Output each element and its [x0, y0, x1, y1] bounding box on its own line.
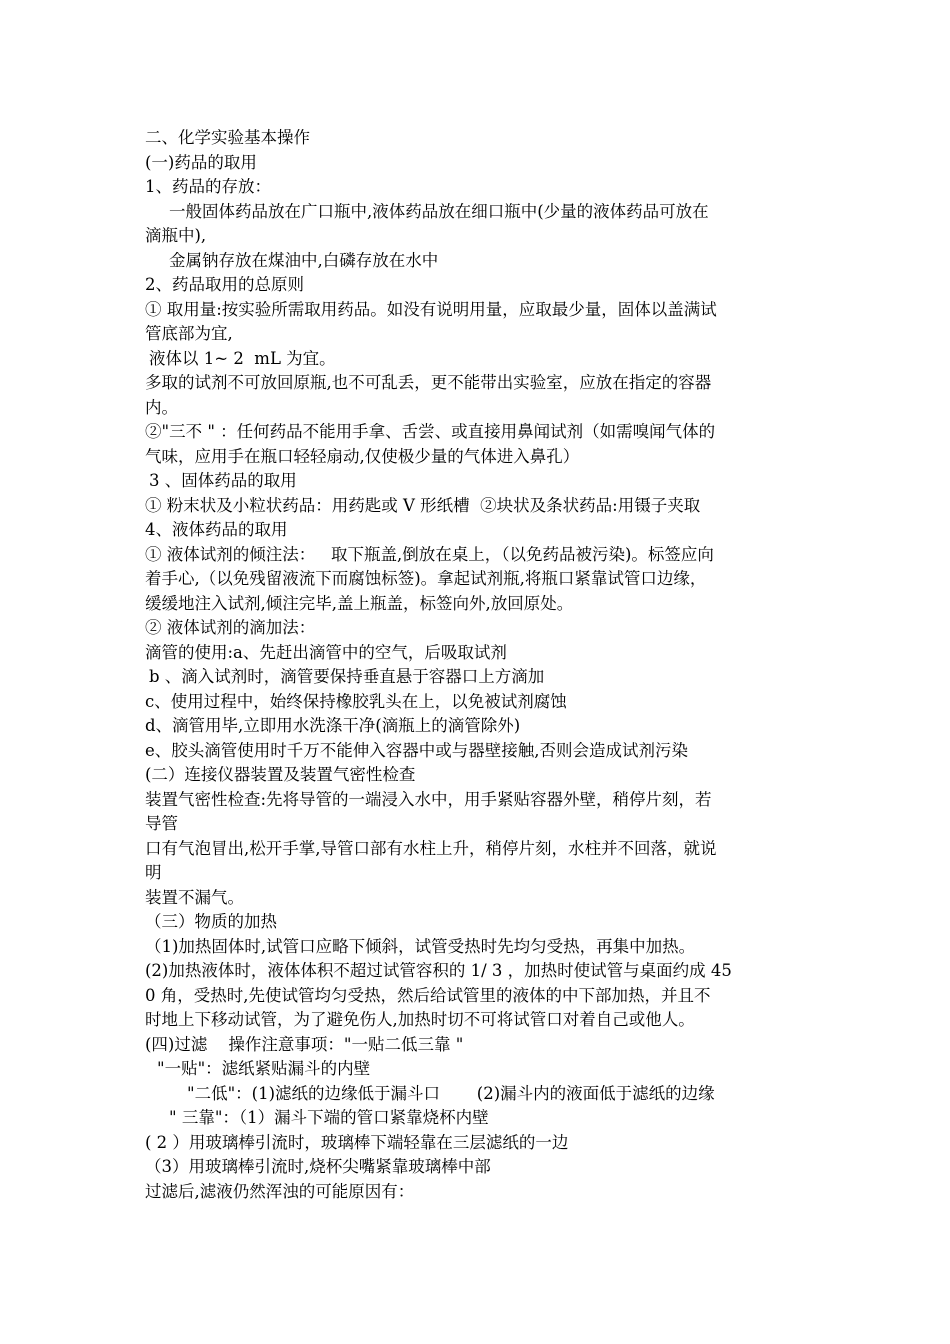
- text-line: 滴瓶中),: [145, 226, 207, 245]
- text-line: 导管: [145, 814, 178, 833]
- text-line: ① 液体试剂的倾注法： 取下瓶盖,倒放在桌上，（以免药品被污染)。标签应向: [145, 544, 714, 564]
- text-line: (2)加热液体时，液体体积不超过试管容积的 1/ 3 ，加热时使试管与桌面约成 45: [145, 961, 732, 980]
- text-line: 装置不漏气。: [145, 887, 244, 907]
- text-line: 气味，应用手在瓶口轻轻扇动,仅使极少量的气体进入鼻孔）: [145, 446, 580, 466]
- text-line: c、使用过程中，始终保持橡胶乳头在上，以免被试剂腐蚀: [145, 691, 567, 711]
- section-heading: 二、化学实验基本操作: [145, 128, 310, 147]
- text-line: 液体以 1~ 2 mL 为宜。: [149, 348, 336, 368]
- text-line: "二低"：(1)滤纸的边缘低于漏斗口 (2)漏斗内的液面低于滤纸的边缘: [187, 1083, 715, 1103]
- text-line: （3）用玻璃棒引流时,烧杯尖嘴紧靠玻璃棒中部: [145, 1157, 491, 1176]
- text-line: 0 角，受热时,先使试管均匀受热，然后给试管里的液体的中下部加热，并且不: [145, 985, 711, 1005]
- text-line: 金属钠存放在煤油中,白磷存放在水中: [169, 250, 439, 270]
- document-body: [145, 126, 815, 1204]
- text-line: e、胶头滴管使用时千万不能伸入容器中或与器壁接触,否则会造成试剂污染: [145, 740, 689, 760]
- text-line: 装置气密性检查:先将导管的一端浸入水中，用手紧贴容器外壁，稍停片刻，若: [145, 789, 712, 809]
- subsection-heading: (二）连接仪器装置及装置气密性检查: [145, 765, 416, 784]
- text-line: ① 取用量:按实验所需取用药品。如没有说明用量，应取最少量，固体以盖满试: [145, 299, 717, 319]
- text-line: 多取的试剂不可放回原瓶,也不可乱丢，更不能带出实验室，应放在指定的容器: [145, 373, 712, 392]
- text-line: ( 2 ）用玻璃棒引流时，玻璃棒下端轻靠在三层滤纸的一边: [145, 1132, 569, 1152]
- text-line: 一般固体药品放在广口瓶中,液体药品放在细口瓶中(少量的液体药品可放在: [169, 201, 709, 221]
- text-line: 滴管的使用:a、先赶出滴管中的空气，后吸取试剂: [145, 642, 507, 662]
- text-line: 内。: [145, 397, 178, 417]
- text-line: ②"三不 " ：任何药品不能用手拿、舌尝、或直接用鼻闻试剂（如需嗅闻气体的: [145, 422, 716, 441]
- item-heading: 2、药品取用的总原则: [145, 275, 304, 294]
- text-line: b 、滴入试剂时，滴管要保持垂直悬于容器口上方滴加: [149, 667, 545, 686]
- item-heading: 4、液体药品的取用: [145, 520, 288, 539]
- text-line: 明: [145, 863, 162, 882]
- text-line: 过滤后,滤液仍然浑浊的可能原因有：: [145, 1181, 415, 1201]
- text-line: d、滴管用毕,立即用水洗涤干净(滴瓶上的滴管除外): [145, 716, 521, 735]
- text-line: 口有气泡冒出,松开手掌,导管口部有水柱上升，稍停片刻，水柱并不回落，就说: [145, 838, 717, 858]
- text-line: 管底部为宜,: [145, 324, 233, 343]
- text-line: 着手心,（以免残留液流下而腐蚀标签)。拿起试剂瓶,将瓶口紧靠试管口边缘，: [145, 569, 707, 588]
- text-line: ② 液体试剂的滴加法：: [145, 618, 316, 637]
- text-line: ① 粉末状及小粒状药品：用药匙或 V 形纸槽 ②块状及条状药品:用镊子夹取: [145, 495, 701, 515]
- text-line: 时地上下移动试管，为了避免伤人,加热时切不可将试管口对着自己或他人。: [145, 1010, 695, 1029]
- item-heading: 1、药品的存放：: [145, 177, 271, 196]
- subsection-heading: (一)药品的取用: [145, 152, 257, 172]
- text-line: " 三靠"：（1）漏斗下端的管口紧靠烧杯内壁: [169, 1108, 489, 1127]
- subsection-heading: (四)过滤 操作注意事项："一贴二低三靠 ": [145, 1034, 464, 1054]
- item-heading: 3 、固体药品的取用: [149, 471, 297, 490]
- text-line: 缓缓地注入试剂,倾注完毕,盖上瓶盖，标签向外,放回原处。: [145, 593, 574, 613]
- subsection-heading: （三）物质的加热: [145, 912, 277, 931]
- text-line: "一贴"：滤纸紧贴漏斗的内壁: [157, 1059, 371, 1078]
- text-line: （1)加热固体时,试管口应略下倾斜，试管受热时先均匀受热，再集中加热。: [145, 936, 696, 956]
